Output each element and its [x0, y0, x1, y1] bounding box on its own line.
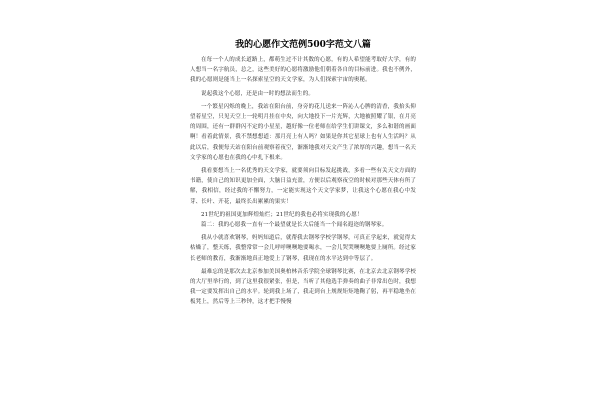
paragraph-2: 说起我这个心愿，还是由一时的想法而生的。	[201, 90, 315, 97]
paragraph-6: 篇二：我的心愿我一直有一个最望就是长大后能当一个闻名遐迩的钢琴家。	[201, 222, 388, 229]
paragraph-7: 我从小就喜欢钢琴，妈妈知道后，就帮我去钢琴学校学钢琴，可真正学起来，就觉得太枯燥了，整天练，我整常常一会儿呼呼噢噢地要喝水，一会儿哭哭噢噢地要上厕所。经过家长老师的教育，我渐渐地真正地爱上了钢琴，我现在的水平达到中等层了。	[190, 235, 417, 262]
paragraph-3: 一个繁星闪烁的晚上，我站在阳台前，身旁的花儿送来一阵沁人心脾的清香，我抬头仰望着星空，只见天空上一轮明月挂在中央，向大地投下一片光辉，大地被照耀了银，在月亮的周围，还有一群群闪不定的小星星，越好像一位老师在给学生们讲课文，多么和谐的画面啊！看着此情景，我不禁想想道：那月亮上有人吗？如果是你其它星球上也有人生活吗？从此以后，我便每天站在阳台前观察着夜空，渐渐地我对天文产生了浓厚的兴趣，想当一名天文学家的心愿也在我的心中扎下根来。	[190, 103, 417, 161]
paragraph-4: 我看要想当上一名优秀的天文学家，就要须向目标发起挑战，多看一些有关天文方面的书籍，使自己的知识更加全面，大脑日益充盈，方便以后观察夜空的时候对那些天体有所了解，我相信，经过我的不懈努力，一定能实现这个天文学家梦，让我这个心愿在我心中发芽、长叶、开花，最终长出累累的果实！	[190, 168, 417, 205]
paragraph-5: 21世纪的祖国更加辉煌灿烂；21世纪的我也必将实现我的心愿！	[201, 211, 363, 218]
paragraph-1: 在每一个人的成长道路上，都萌生过不计其数的心愿，有的人希望能考取好大学，有的人想当一名字航员，总之，这些美好的心愿将激励他们朝着各自的目标前进。我也不例外，我的心愿则是能当上一名探索星空的天文学家，为人们探索宇宙的奥秘。	[190, 57, 417, 84]
paragraph-8: 最难忘的是那次去北京参加美国奥柏林音乐学院全球钢琴比赛，在北京去北京钢琴学校的大厅里举行的，到了这里我很紧张，但是，当听了其他选手弹奏的曲子非常出色时，我想我一定要发挥出自己的水平。轮到我上场了，我走到台上规规矩矩地鞠了躬，再平稳地坐在板凳上，然后等上三秒钟，这才把手慢慢	[190, 268, 417, 306]
document-title: 我的心愿作文范例500字范文八篇	[235, 40, 371, 50]
document-body	[190, 40, 416, 308]
